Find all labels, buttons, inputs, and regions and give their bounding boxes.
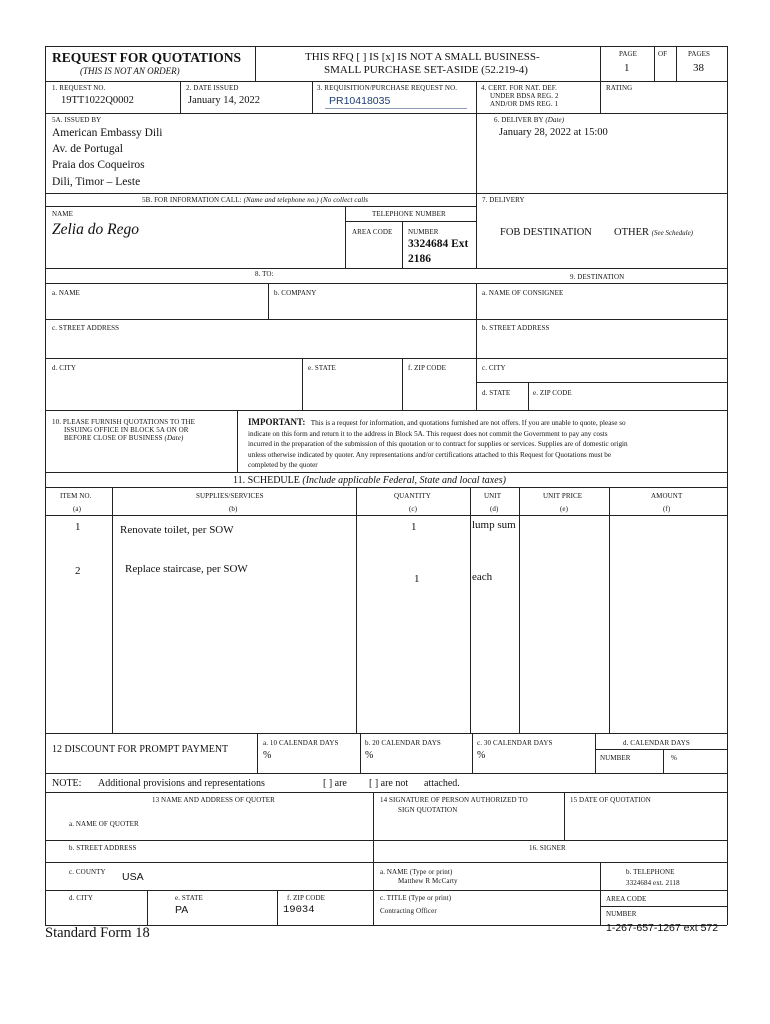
info-name-value[interactable]: Zelia do Rego xyxy=(52,221,139,238)
col-supplies: SUPPLIES/SERVICES xyxy=(196,492,264,500)
schedule-title xyxy=(233,475,506,486)
quoter-state-value[interactable]: PA xyxy=(175,904,189,916)
phone-number-line1[interactable]: 3324684 Ext xyxy=(408,238,469,250)
row-unit[interactable]: each xyxy=(472,571,493,583)
discount-30-days-label: c. 30 CALENDAR DAYS xyxy=(477,739,553,747)
request-no-value[interactable]: 19TT1022Q0002 xyxy=(61,95,134,106)
cert-nat-def-label-1: 4. CERT. FOR NAT. DEF. xyxy=(481,84,558,92)
deliver-by-label xyxy=(494,116,564,124)
rating-label: RATING xyxy=(606,84,633,92)
fob-destination[interactable]: FOB DESTINATION xyxy=(500,227,592,238)
col-unit: UNIT xyxy=(484,492,502,500)
signer-number-value[interactable]: 1-267-657-1267 ext 572 xyxy=(606,922,719,934)
date-issued-value[interactable]: January 14, 2022 xyxy=(188,95,261,106)
consignee-label: a. NAME OF CONSIGNEE xyxy=(482,289,564,297)
info-name-label: NAME xyxy=(52,210,74,218)
cert-nat-def-label-3: AND/OR DMS REG. 1 xyxy=(490,100,559,108)
signer-number-label: NUMBER xyxy=(606,910,637,918)
important-label: IMPORTANT: xyxy=(248,417,306,427)
delivery-other-hint: (See Schedule) xyxy=(651,229,694,237)
date-issued-label: 2. DATE ISSUED xyxy=(186,84,239,92)
to-street-label: c. STREET ADDRESS xyxy=(52,324,120,332)
info-call-label xyxy=(142,196,368,204)
dest-street-label: b. STREET ADDRESS xyxy=(482,324,550,332)
signature-label-1: 14 SIGNATURE OF PERSON AUTHORIZED TO xyxy=(380,796,528,804)
form-name: Standard Form 18 xyxy=(45,925,150,941)
to-zip-label: f. ZIP CODE xyxy=(408,364,446,372)
form-title: REQUEST FOR QUOTATIONS xyxy=(52,50,242,65)
important-notice xyxy=(248,417,628,471)
dest-city-label: c. CITY xyxy=(482,364,506,372)
issued-by-line1[interactable]: American Embassy Dili xyxy=(52,127,163,139)
discount-number-label: NUMBER xyxy=(600,754,631,762)
furnish-quotations-label-2: ISSUING OFFICE IN BLOCK 5A ON OR xyxy=(64,426,189,434)
signer-telephone-label: b. TELEPHONE xyxy=(626,868,675,876)
discount-20-days-label: b. 20 CALENDAR DAYS xyxy=(365,739,441,747)
row-item-no[interactable]: 2 xyxy=(75,565,81,577)
of-label: OF xyxy=(658,50,668,58)
schedule-title-text: 11. SCHEDULE xyxy=(233,475,300,486)
discount-20-days-percent[interactable]: % xyxy=(365,750,374,761)
row-quantity[interactable]: 1 xyxy=(414,573,420,585)
col-unit-price-sub: (e) xyxy=(560,505,569,513)
dest-zip-label: e. ZIP CODE xyxy=(533,389,572,397)
col-unit-price: UNIT PRICE xyxy=(543,492,583,500)
rfq-set-aside-line2: SMALL PURCHASE SET-ASIDE (52.219-4) xyxy=(324,64,528,76)
signature-label-2: SIGN QUOTATION xyxy=(398,806,458,814)
total-pages: 38 xyxy=(693,62,704,74)
quoter-street-label: b. STREET ADDRESS xyxy=(69,844,137,852)
requisition-no-value[interactable]: PR10418035 xyxy=(329,95,391,107)
requisition-no-label: 3. REQUISITION/PURCHASE REQUEST NO. xyxy=(317,84,458,92)
rfq-set-aside-line1: THIS RFQ [ ] IS [x] IS NOT A SMALL BUSINESS- xyxy=(305,51,540,63)
signer-area-code-label: AREA CODE xyxy=(606,895,647,903)
destination-label: 9. DESTINATION xyxy=(570,273,625,281)
col-quantity: QUANTITY xyxy=(394,492,431,500)
quoter-name-address-label: 13 NAME AND ADDRESS OF QUOTER xyxy=(152,796,275,804)
deliver-by-label-hint: (Date) xyxy=(545,116,565,124)
discount-label: 12 DISCOUNT FOR PROMPT PAYMENT xyxy=(52,744,229,755)
to-label: 8. TO: xyxy=(255,270,274,278)
signer-telephone-value[interactable]: 3324684 ext. 2118 xyxy=(626,879,680,887)
phone-number-line2[interactable]: 2186 xyxy=(408,253,431,265)
note-label: NOTE: xyxy=(52,778,82,789)
to-city-label: d. CITY xyxy=(52,364,77,372)
issued-by-line4[interactable]: Dili, Timor – Leste xyxy=(52,176,141,188)
col-amount: AMOUNT xyxy=(651,492,683,500)
discount-10-days-percent[interactable]: % xyxy=(263,750,272,761)
deliver-by-label-text: 6. DELIVER BY xyxy=(494,116,544,124)
col-item-no: ITEM NO. xyxy=(60,492,92,500)
page-label: PAGE xyxy=(619,50,638,58)
signer-label: 16. SIGNER xyxy=(529,844,566,852)
quoter-zip-label: f. ZIP CODE xyxy=(287,894,325,902)
discount-d-percent[interactable]: % xyxy=(671,754,677,762)
furnish-quotations-label-3 xyxy=(64,434,183,442)
note-line xyxy=(52,778,81,789)
area-code-label: AREA CODE xyxy=(352,228,393,236)
discount-10-days-label: a. 10 CALENDAR DAYS xyxy=(263,739,339,747)
note-are-checkbox[interactable]: [ ] are xyxy=(323,778,347,789)
signer-name-label: a. NAME (Type or print) xyxy=(380,868,453,876)
to-company-label: b. COMPANY xyxy=(274,289,317,297)
quoter-county-value[interactable]: USA xyxy=(122,871,144,883)
discount-30-days-percent[interactable]: % xyxy=(477,750,486,761)
quoter-name-label: a. NAME OF QUOTER xyxy=(69,820,139,828)
col-supplies-sub: (b) xyxy=(229,505,238,513)
delivery-label: 7. DELIVERY xyxy=(482,196,525,204)
important-line5: completed by the quoter xyxy=(248,461,318,469)
signer-title-value[interactable]: Contracting Officer xyxy=(380,907,437,915)
quoter-state-label: e. STATE xyxy=(175,894,203,902)
page-number: 1 xyxy=(624,62,630,74)
quoter-county-label: c. COUNTY xyxy=(69,868,106,876)
delivery-other-text: OTHER xyxy=(614,227,649,238)
row-quantity[interactable]: 1 xyxy=(411,521,417,533)
col-unit-sub: (d) xyxy=(490,505,499,513)
schedule-title-hint: (Include applicable Federal, State and local taxes) xyxy=(302,475,506,486)
col-item-no-sub: (a) xyxy=(73,505,82,513)
note-attached: attached. xyxy=(424,778,460,789)
note-are-not-checkbox[interactable]: [ ] are not xyxy=(369,778,409,789)
request-no-label: 1. REQUEST NO. xyxy=(52,84,106,92)
furnish-quotations-label-1: 10. PLEASE FURNISH QUOTATIONS TO THE xyxy=(52,418,196,426)
furnish-quotations-label-3-text: BEFORE CLOSE OF BUSINESS xyxy=(64,434,163,442)
telephone-number-label: TELEPHONE NUMBER xyxy=(372,210,446,218)
form-subtitle: (THIS IS NOT AN ORDER) xyxy=(80,66,180,76)
quoter-zip-value[interactable]: 19034 xyxy=(283,904,315,916)
delivery-other[interactable] xyxy=(614,227,693,238)
row-supplies[interactable]: Renovate toilet, per SOW xyxy=(120,524,234,536)
signer-name-value[interactable]: Matthew R McCarty xyxy=(398,877,458,885)
to-state-label: e. STATE xyxy=(308,364,336,372)
quoter-city-label: d. CITY xyxy=(69,894,94,902)
col-quantity-sub: (c) xyxy=(409,505,418,513)
row-supplies[interactable]: Replace staircase, per SOW xyxy=(125,563,248,575)
date-of-quotation-label: 15 DATE OF QUOTATION xyxy=(570,796,651,804)
deliver-by-value[interactable]: January 28, 2022 at 15:00 xyxy=(499,127,608,138)
important-line4: unless otherwise indicated by quoter. Any representations and/or certifications attached to this Request for Quotations must be xyxy=(248,450,612,459)
row-item-no[interactable]: 1 xyxy=(75,521,81,533)
signer-title-label: c. TITLE (Type or print) xyxy=(380,894,452,902)
issued-by-line2[interactable]: Av. de Portugal xyxy=(52,143,123,155)
discount-d-days-label: d. CALENDAR DAYS xyxy=(623,739,690,747)
cert-nat-def-label-2: UNDER BDSA REG. 2 xyxy=(490,92,559,100)
note-text: Additional provisions and representations xyxy=(98,778,265,789)
issued-by-label: 5A. ISSUED BY xyxy=(52,116,102,124)
info-call-label-text: 5B. FOR INFORMATION CALL: xyxy=(142,196,242,204)
to-name-label: a. NAME xyxy=(52,289,80,297)
info-call-label-hint: (Name and telephone no.) (No collect calls xyxy=(243,196,369,204)
furnish-quotations-label-hint: (Date) xyxy=(164,434,184,442)
row-unit[interactable]: lump sum xyxy=(472,519,516,531)
number-label: NUMBER xyxy=(408,228,439,236)
pages-label: PAGES xyxy=(688,50,711,58)
dest-state-label: d. STATE xyxy=(482,389,511,397)
important-line1: This is a request for information, and quotations furnished are not offers. If you are unable to quote, please so xyxy=(310,419,626,427)
important-line3: incurred in the preparation of the submission of this quotation or to contract for supplies or services. Supplies are of domestic origin xyxy=(248,440,628,448)
issued-by-line3[interactable]: Praia dos Coqueiros xyxy=(52,159,145,171)
important-line2: indicate on this form and return it to the address in Block 5A. This request does not commit the Government to pay any costs xyxy=(248,429,608,438)
col-amount-sub: (f) xyxy=(663,505,671,513)
